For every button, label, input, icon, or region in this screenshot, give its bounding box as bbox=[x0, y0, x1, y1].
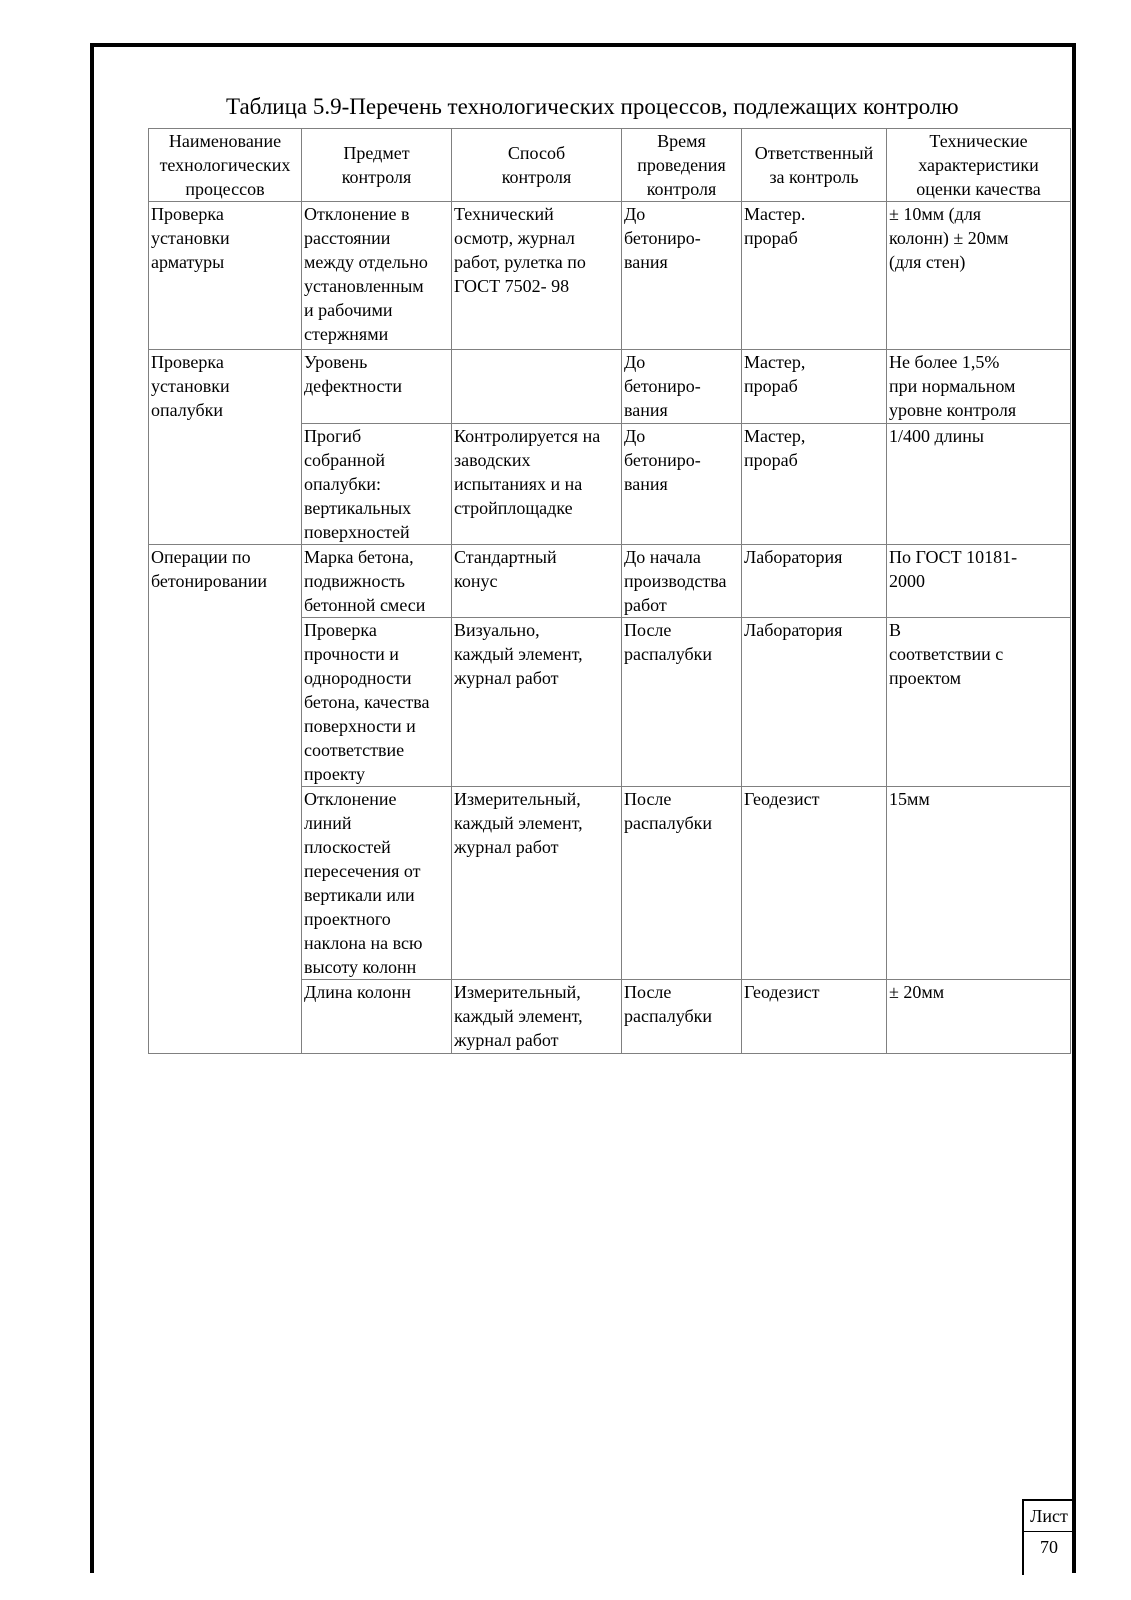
table-cell: После распалубки bbox=[622, 787, 742, 980]
table-cell: До бетониро- вания bbox=[622, 424, 742, 545]
header-control-method: Способ контроля bbox=[452, 129, 622, 202]
header-control-time: Время проведения контроля bbox=[622, 129, 742, 202]
frame-top-border bbox=[90, 43, 1076, 47]
process-cell: Операции по бетонировании bbox=[149, 545, 302, 1054]
table-cell: Технический осмотр, журнал работ, рулетка по ГОСТ 7502- 98 bbox=[452, 202, 622, 350]
header-control-subject: Предмет контроля bbox=[302, 129, 452, 202]
header-quality-characteristics: Технические характеристики оценки качества bbox=[887, 129, 1071, 202]
table-cell: До начала производства работ bbox=[622, 545, 742, 618]
table-cell: Отклонение в расстоянии между отдельно установленным и рабочими стержнями bbox=[302, 202, 452, 350]
table-header-row bbox=[149, 129, 1071, 202]
table-cell: Измерительный, каждый элемент, журнал работ bbox=[452, 787, 622, 980]
control-table bbox=[148, 128, 1071, 1054]
table-cell: По ГОСТ 10181- 2000 bbox=[887, 545, 1071, 618]
header-process-name: Наименование технологических процессов bbox=[149, 129, 302, 202]
header-responsible: Ответственный за контроль bbox=[742, 129, 887, 202]
process-cell: Проверка установки арматуры bbox=[149, 202, 302, 350]
table-cell: 1/400 длины bbox=[887, 424, 1071, 545]
table-cell: Мастер, прораб bbox=[742, 424, 887, 545]
table-cell: Визуально, каждый элемент, журнал работ bbox=[452, 618, 622, 787]
table-cell: Геодезист bbox=[742, 980, 887, 1054]
table-cell: Уровень дефектности bbox=[302, 350, 452, 424]
table-cell: Лаборатория bbox=[742, 545, 887, 618]
table-cell: Мастер. прораб bbox=[742, 202, 887, 350]
table-row bbox=[149, 350, 1071, 424]
frame-left-border bbox=[90, 43, 94, 1573]
table-cell: После распалубки bbox=[622, 980, 742, 1054]
sheet-number-stamp bbox=[1022, 1499, 1074, 1575]
sheet-number: 70 bbox=[1040, 1537, 1058, 1557]
process-cell: Проверка установки опалубки bbox=[149, 350, 302, 545]
table-cell: 15мм bbox=[887, 787, 1071, 980]
table-cell: Отклонение линий плоскостей пересечения от вертикали или проектного наклона на всю высоту колонн bbox=[302, 787, 452, 980]
table-cell: После распалубки bbox=[622, 618, 742, 787]
table-cell bbox=[452, 350, 622, 424]
table-cell: Длина колонн bbox=[302, 980, 452, 1054]
table-cell: До бетониро- вания bbox=[622, 350, 742, 424]
table-cell: Мастер, прораб bbox=[742, 350, 887, 424]
table-cell: Стандартный конус bbox=[452, 545, 622, 618]
table-caption: Таблица 5.9-Перечень технологических процессов, подлежащих контролю bbox=[226, 94, 959, 119]
table-row bbox=[149, 545, 1071, 618]
table-cell: Геодезист bbox=[742, 787, 887, 980]
table-cell: ± 20мм bbox=[887, 980, 1071, 1054]
table-cell: Не более 1,5% при нормальном уровне контроля bbox=[887, 350, 1071, 424]
table-cell: Проверка прочности и однородности бетона, качества поверхности и соответствие проекту bbox=[302, 618, 452, 787]
table-cell: Контролируется на заводских испытаниях и на стройплощадке bbox=[452, 424, 622, 545]
table-row bbox=[149, 202, 1071, 350]
table-cell: До бетониро- вания bbox=[622, 202, 742, 350]
frame-right-border bbox=[1072, 43, 1076, 1573]
table-cell: Прогиб собранной опалубки: вертикальных поверхностей bbox=[302, 424, 452, 545]
table-cell: Марка бетона, подвижность бетонной смеси bbox=[302, 545, 452, 618]
table-cell: Измерительный, каждый элемент, журнал работ bbox=[452, 980, 622, 1054]
table-cell: В соответствии с проектом bbox=[887, 618, 1071, 787]
sheet-label: Лист bbox=[1024, 1501, 1074, 1532]
table-cell: Лаборатория bbox=[742, 618, 887, 787]
table-cell: ± 10мм (для колонн) ± 20мм (для стен) bbox=[887, 202, 1071, 350]
